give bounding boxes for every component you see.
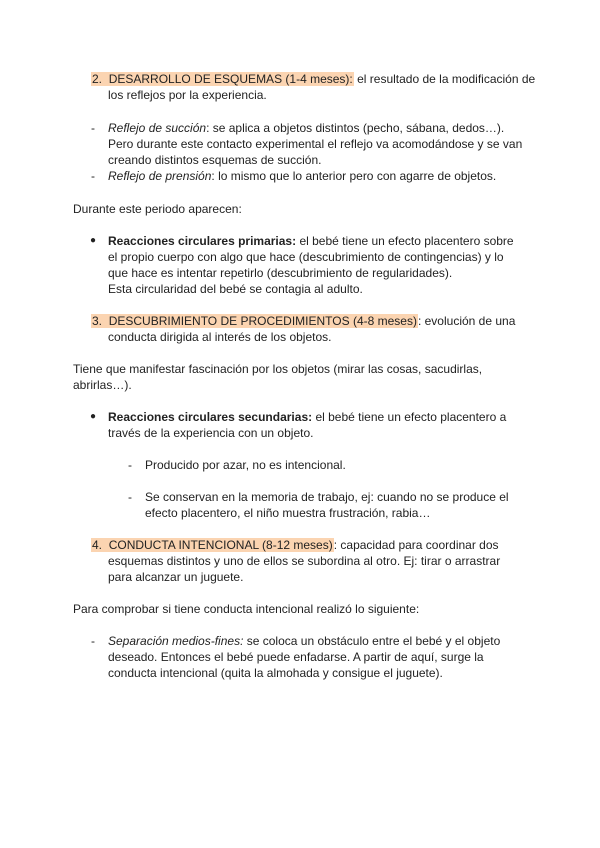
section-4-heading [91, 537, 499, 553]
list-item-line: el propio cuerpo con algo que hace (descubrimiento de contingencias) y lo [108, 250, 504, 264]
sub-list-item-line: efecto placentero, el niño muestra frustración, rabia… [145, 506, 431, 520]
paragraph: Para comprobar si tiene conducta intencional realizó lo siguiente: [73, 602, 420, 616]
term: Reflejo de succión [108, 121, 207, 135]
list-item-rcp [108, 233, 514, 249]
bullet-marker: ● [90, 235, 97, 246]
list-item-line: Pero durante este contacto experimental el reflejo va acomodándose y se van [108, 137, 523, 151]
section-title: CONDUCTA INTENCIONAL (8-12 meses) [108, 538, 333, 552]
term: Reacciones circulares secundarias: [108, 410, 313, 424]
section-number: 4. [92, 538, 103, 552]
sub-list-item: Producido por azar, no es intencional. [145, 458, 346, 472]
section-number: 3. [92, 314, 103, 328]
dash-marker: - [91, 169, 95, 183]
term: Separación medios-fines: [108, 634, 244, 648]
section-text: : evolución de una [417, 314, 516, 328]
sub-list-item: Se conservan en la memoria de trabajo, ej: cuando no se produce el [145, 490, 509, 504]
bullet-marker: ● [90, 411, 97, 422]
paragraph: Tiene que manifestar fascinación por los objetos (mirar las cosas, sacudirlas, [73, 362, 483, 376]
dash-marker: - [128, 490, 132, 504]
section-4-line-2: esquemas distintos y uno de ellos se subordina al otro. Ej: tirar o arrastrar [108, 554, 501, 568]
section-3-heading [91, 313, 515, 329]
dash-marker: - [91, 634, 95, 648]
text: se coloca un obstáculo entre el bebé y el objeto [243, 634, 501, 648]
list-item-line: Esta circularidad del bebé se contagia al adulto. [108, 282, 363, 296]
list-item-line: deseado. Entonces el bebé puede enfadarse. A partir de aquí, surge la [108, 650, 484, 664]
list-item-line: que hace es intentar repetirlo (descubrimiento de regularidades). [108, 266, 453, 280]
section-2-line-2: los reflejos por la experiencia. [108, 88, 267, 102]
section-4-title-highlight [91, 538, 334, 552]
list-item-line: conducta intencional (quita la almohada y consigue el juguete). [108, 666, 443, 680]
section-3-title-highlight [91, 314, 418, 328]
term: Reacciones circulares primarias: [108, 234, 297, 248]
section-3-line-2: conducta dirigida al interés de los objetos. [108, 330, 332, 344]
list-item-prension [108, 168, 496, 184]
section-title: DESARROLLO DE ESQUEMAS (1-4 meses) [108, 72, 350, 86]
section-number: 2. [92, 72, 103, 86]
list-item-succion [108, 120, 504, 136]
text: : lo mismo que lo anterior pero con agarre de objetos. [211, 169, 497, 183]
term: Reflejo de prensión [108, 169, 212, 183]
section-text: el resultado de la modificación de [353, 72, 536, 86]
text: : se aplica a objetos distintos (pecho, sábana, dedos…). [206, 121, 505, 135]
dash-marker: - [91, 121, 95, 135]
section-colon: : [349, 72, 353, 86]
section-4-line-3: para alcanzar un juguete. [108, 570, 244, 584]
section-text: : capacidad para coordinar dos [333, 538, 499, 552]
section-2-title-highlight [91, 72, 354, 86]
paragraph: Durante este periodo aparecen: [73, 202, 242, 216]
list-item-line: través de la experiencia con un objeto. [108, 426, 314, 440]
list-item-rcs [108, 409, 506, 425]
dash-marker: - [128, 458, 132, 472]
text: el bebé tiene un efecto placentero sobre [296, 234, 514, 248]
section-title: DESCUBRIMIENTO DE PROCEDIMIENTOS (4-8 meses) [108, 314, 417, 328]
list-item-line: creando distintos esquemas de succión. [108, 153, 322, 167]
list-item-separacion [108, 633, 500, 649]
paragraph: abrirlas…). [73, 378, 132, 392]
text: el bebé tiene un efecto placentero a [312, 410, 507, 424]
section-2-heading [91, 71, 535, 87]
